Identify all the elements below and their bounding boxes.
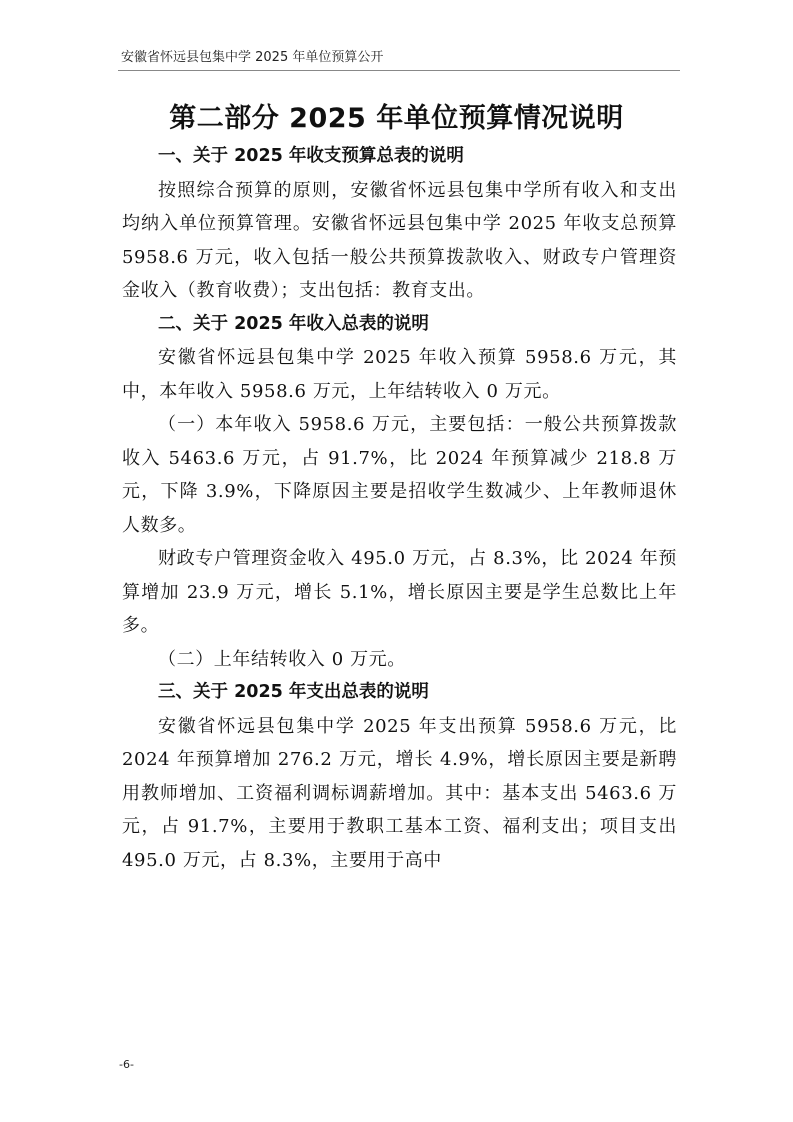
header-divider <box>118 70 680 71</box>
section-2-paragraph-3: 财政专户管理资金收入 495.0 万元，占 8.3%，比 2024 年预算增加 23.9 万元，增长 5.1%，增长原因主要是学生总数比上年多。 <box>122 548 677 636</box>
section-2-paragraph-2: （一）本年收入 5958.6 万元，主要包括：一般公共预算拨款收入 5463.6 万元，占 91.7%，比 2024 年预算减少 218.8 万元，下降 3.9%，下降原因主要是招收学生数减少、上年教师退休人数多。 <box>122 414 677 536</box>
section-3 <box>122 676 677 877</box>
section-1 <box>122 140 677 308</box>
section-1-paragraph-1: 按照综合预算的原则，安徽省怀远县包集中学所有收入和支出均纳入单位预算管理。安徽省怀远县包集中学 2025 年收支总预算 5958.6 万元，收入包括一般公共预算拨款收入、财政专户管理资金收入（教育收费）；支出包括：教育支出。 <box>122 179 677 301</box>
section-2-heading: 二、关于 2025 年收入总表的说明 <box>158 313 429 334</box>
section-2 <box>122 308 677 677</box>
page-number: -6- <box>119 1058 134 1071</box>
section-2-paragraph-4: （二）上年结转收入 0 万元。 <box>158 648 406 670</box>
document-body <box>122 140 677 877</box>
section-1-heading: 一、关于 2025 年收支预算总表的说明 <box>158 146 464 166</box>
header-text: 安徽省怀远县包集中学 2025 年单位预算公开 <box>121 50 384 65</box>
page-title: 第二部分 2025 年单位预算情况说明 <box>169 103 624 134</box>
section-3-heading: 三、关于 2025 年支出总表的说明 <box>158 682 429 702</box>
section-3-paragraph-1: 安徽省怀远县包集中学 2025 年支出预算 5958.6 万元，比 2024 年预算增加 276.2 万元，增长 4.9%，增长原因主要是新聘用教师增加、工资福利调标调薪增加。其中：基本支出 5463.6 万元，占 91.7%，主要用于教职工基本工资、福利支出；项目支出 495.0 万元，占 8.3%，主要用于高中 <box>122 715 677 871</box>
section-2-paragraph-1: 安徽省怀远县包集中学 2025 年收入预算 5958.6 万元，其中，本年收入 5958.6 万元，上年结转收入 0 万元。 <box>122 347 677 402</box>
